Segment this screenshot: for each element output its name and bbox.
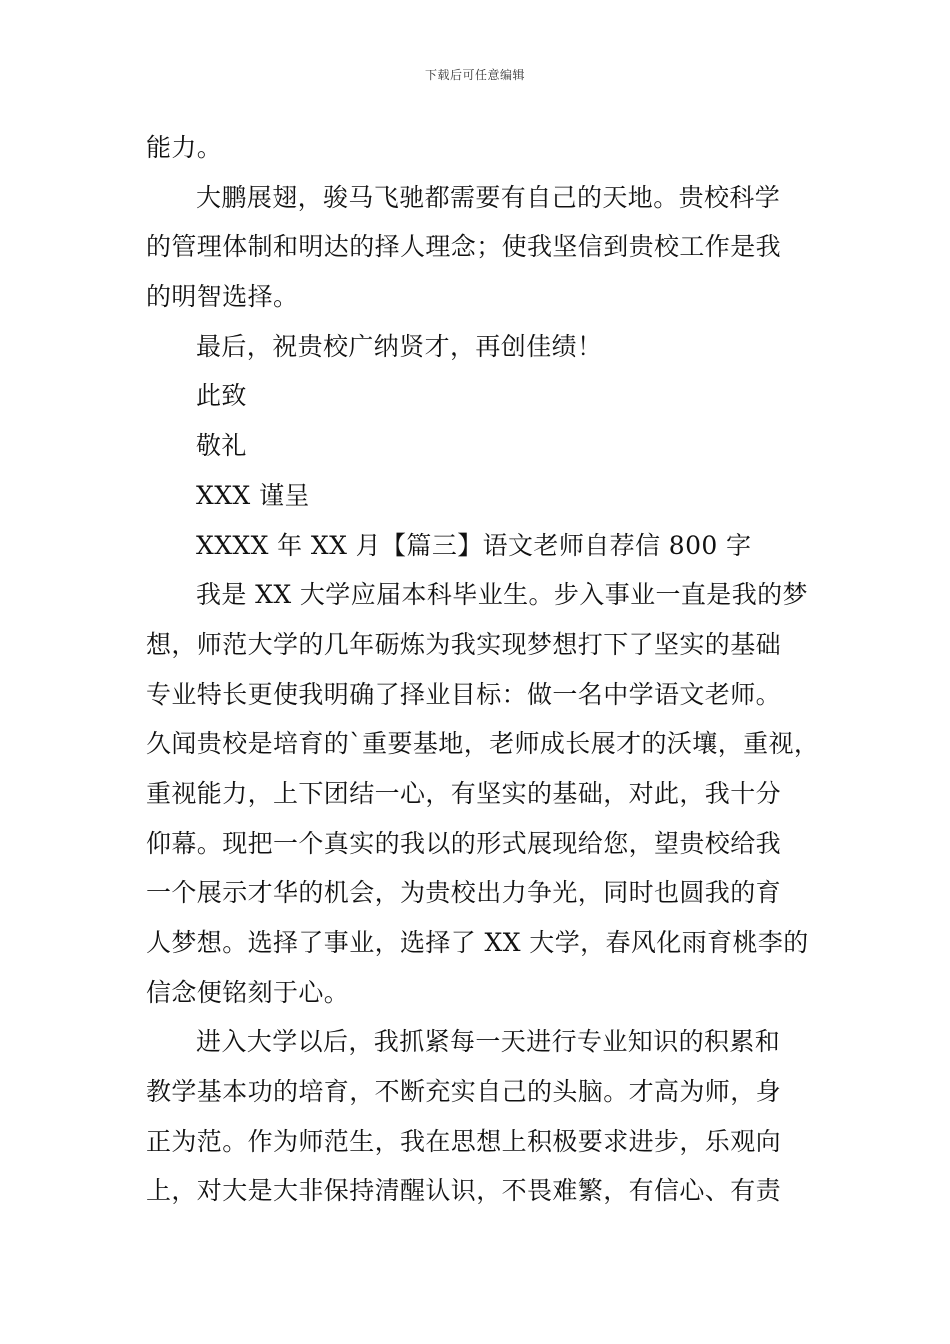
text-line: 重视能力，上下团结一心，有坚实的基础，对此，我十分 bbox=[146, 778, 782, 808]
text-line: 专业特长更使我明确了择业目标：做一名中学语文老师。 bbox=[146, 679, 782, 709]
text-line: 仰幕。现把一个真实的我以的形式展现给您，望贵校给我 bbox=[146, 828, 782, 858]
text-line: 的明智选择。 bbox=[146, 282, 299, 312]
text-line: 正为范。作为师范生，我在思想上积极要求进步，乐观向 bbox=[146, 1126, 782, 1156]
text-line: 久闻贵校是培育的`重要基地，老师成长展才的沃壤，重视， bbox=[146, 729, 820, 759]
text-line: 的管理体制和明达的择人理念；使我坚信到贵校工作是我 bbox=[146, 232, 782, 262]
text-line: 我是 XX 大学应届本科毕业生。步入事业一直是我的梦 bbox=[196, 580, 808, 610]
text-line: XXX 谨呈 bbox=[196, 480, 310, 510]
text-line: 能力。 bbox=[146, 133, 223, 162]
document-body bbox=[146, 123, 836, 1216]
text-line: 进入大学以后，我抓紧每一天进行专业知识的积累和 bbox=[196, 1027, 781, 1057]
text-line: 大鹏展翅，骏马飞驰都需要有自己的天地。贵校科学 bbox=[196, 182, 781, 212]
text-line: 最后，祝贵校广纳贤才，再创佳绩！ bbox=[196, 331, 603, 361]
text-line: 想，师范大学的几年砺炼为我实现梦想打下了坚实的基础 bbox=[146, 629, 782, 659]
text-line: 敬礼 bbox=[196, 431, 247, 461]
text-line: 信念便铭刻于心。 bbox=[146, 977, 350, 1007]
text-line: 人梦想。选择了事业，选择了 XX 大学，春风化雨育桃李的 bbox=[146, 928, 809, 957]
page-header: 下载后可任意编辑 bbox=[424, 68, 525, 82]
text-line: 上，对大是大非保持清醒认识，不畏难繁，有信心、有责 bbox=[146, 1176, 782, 1206]
text-line: 教学基本功的培育，不断充实自己的头脑。才高为师，身 bbox=[146, 1077, 782, 1107]
text-line: 此致 bbox=[196, 381, 247, 411]
text-line: 一个展示才华的机会，为贵校出力争光，同时也圆我的育 bbox=[146, 878, 782, 908]
text-line: XXXX 年 XX 月【篇三】语文老师自荐信 800 字 bbox=[196, 530, 752, 560]
